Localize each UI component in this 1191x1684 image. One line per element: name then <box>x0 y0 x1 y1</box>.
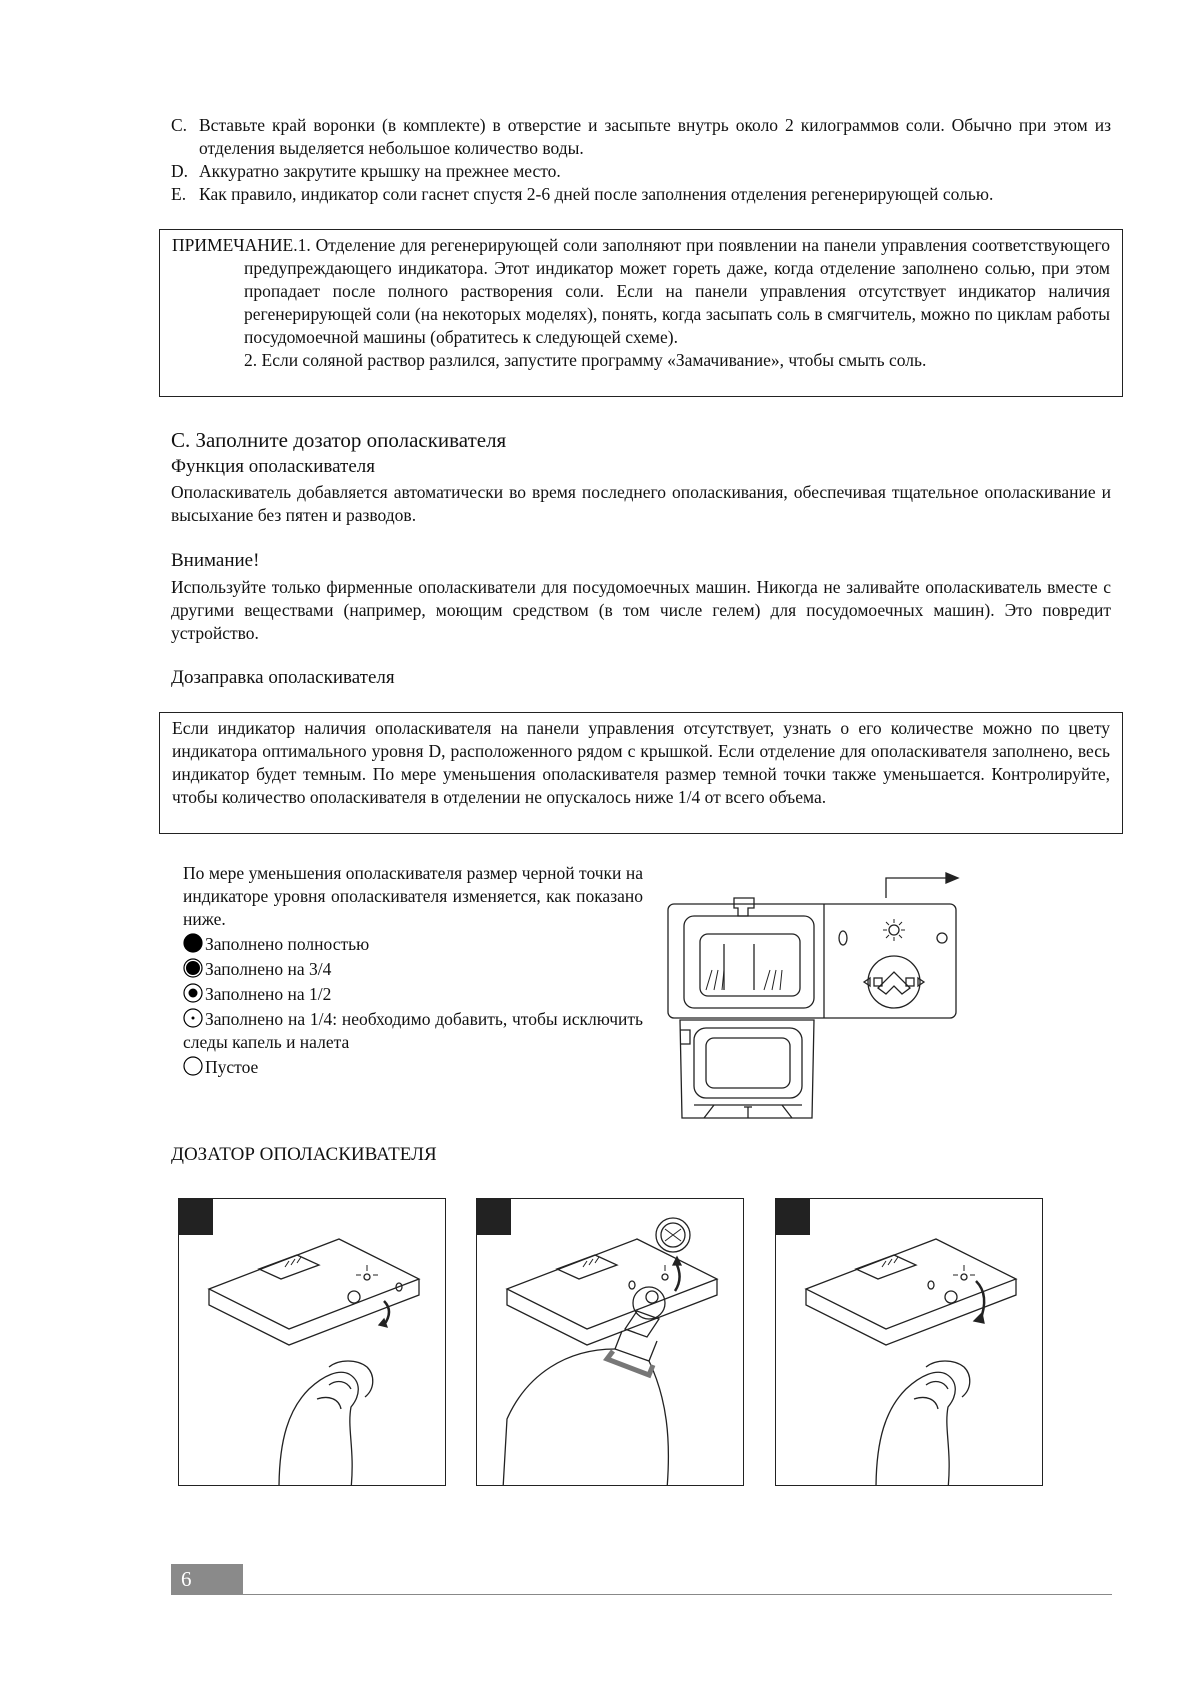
page-number: 6 <box>171 1564 243 1595</box>
section-heading: C. Заполните дозатор ополаскивателя <box>171 428 507 452</box>
warning-text: Используйте только фирменные ополаскиватели для посудомоечных машин. Никогда не заливайте ополаскиватель вместе с другими веществами (например, моющим средством (в том числе гелем) для посудомоечных машин). Это повредит устройство. <box>171 577 1111 643</box>
list-item-c <box>171 114 1111 160</box>
list-text: Вставьте край воронки (в комплекте) в отверстие и засыпьте внутрь около 2 килограммов соли. Обычно при этом из отделения выделяется небольшое количество воды. <box>199 115 1111 158</box>
function-text: Ополаскиватель добавляется автоматически во время последнего ополаскивания, обеспечивая тщательное ополаскивание и высыхание без пятен и разводов. <box>171 482 1111 525</box>
list-marker: E. <box>171 184 187 204</box>
note-item-2: 2. Если соляной раствор разлился, запустите программу «Замачивание», чтобы смыть соль. <box>244 350 927 370</box>
legend-label: Пустое <box>205 1057 259 1077</box>
pour-rinse-aid-illustration <box>477 1199 744 1486</box>
list-text: Как правило, индикатор соли гаснет спустя 2-6 дней после заполнения отделения регенерирующей солью. <box>199 184 994 204</box>
level-empty-icon <box>183 1056 203 1076</box>
note-item-1-number: 1. <box>297 235 311 255</box>
note-box <box>159 229 1123 397</box>
legend-intro: По мере уменьшения ополаскивателя размер черной точки на индикаторе уровня ополаскивателя изменяется, как показано ниже. <box>183 863 643 929</box>
dispenser-heading: ДОЗАТОР ОПОЛАСКИВАТЕЛЯ <box>171 1144 437 1165</box>
legend-row-full <box>183 933 369 956</box>
step-panel-3 <box>775 1198 1043 1486</box>
footer-rule <box>243 1594 1112 1595</box>
legend-label: Заполнено полностью <box>205 934 370 954</box>
open-direction-arrow <box>886 878 946 898</box>
list-item-d <box>171 160 1111 183</box>
level-quarter-icon <box>183 1008 203 1028</box>
level-half-icon <box>183 983 203 1003</box>
legend-label: Заполнено на 1/2 <box>205 984 332 1004</box>
legend-label: Заполнено на 3/4 <box>205 959 332 979</box>
list-item-e <box>171 183 1111 206</box>
refill-heading: Дозаправка ополаскивателя <box>171 667 395 688</box>
refill-box: Если индикатор наличия ополаскивателя на панели управления отсутствует, узнать о его количестве можно по цвету индикатора оптимального уровня D, расположенного рядом с крышкой. Если отделение для ополаскивателя заполнено, весь индикатор будет темным. По мере уменьшения ополаскивателя размер темной точки также уменьшается. Контролируйте, чтобы количество ополаскивателя в отделении не опускалось ниже 1/4 от всего объема. <box>159 712 1123 834</box>
level-three-quarter-icon <box>183 958 203 978</box>
legend-row-three-quarter <box>183 958 331 981</box>
function-subheading: Функция ополаскивателя <box>171 456 376 477</box>
step-panel-2 <box>476 1198 744 1486</box>
step-panel-1 <box>178 1198 446 1486</box>
note-item-1 <box>172 234 1110 349</box>
close-cap-illustration <box>776 1199 1043 1486</box>
list-marker: D. <box>171 161 189 181</box>
legend-row-half <box>183 983 331 1006</box>
step-number-badge <box>179 1199 213 1235</box>
level-full-icon <box>183 933 203 953</box>
step-number-badge <box>477 1199 511 1235</box>
legend-label: Заполнено на 1/4: необходимо добавить, чтобы исключить следы капель и налета <box>183 1009 643 1052</box>
legend-row-empty <box>183 1056 258 1079</box>
list-marker: C. <box>171 115 188 135</box>
open-cap-illustration <box>179 1199 446 1486</box>
note-label: ПРИМЕЧАНИЕ. <box>172 235 298 255</box>
dispenser-diagram <box>664 860 964 1120</box>
warning-heading: Внимание! <box>171 550 260 571</box>
note-item-1-text: Отделение для регенерирующей соли заполняют при появлении на панели управления соответствующего предупреждающего индикатора. Этот индикатор может гореть даже, когда отделение заполнено солью, при этом пропадает после полного растворения соли. Если на панели управления отсутствует индикатор наличия регенерирующей соли (на некоторых моделях), понять, когда засыпать соль в смягчитель, можно по циклам работы посудомоечной машины (обратитесь к следующей схеме). <box>244 235 1110 347</box>
step-number-badge <box>776 1199 810 1235</box>
list-text: Аккуратно закрутите крышку на прежнее место. <box>199 161 561 181</box>
legend-row-quarter <box>183 1008 643 1054</box>
